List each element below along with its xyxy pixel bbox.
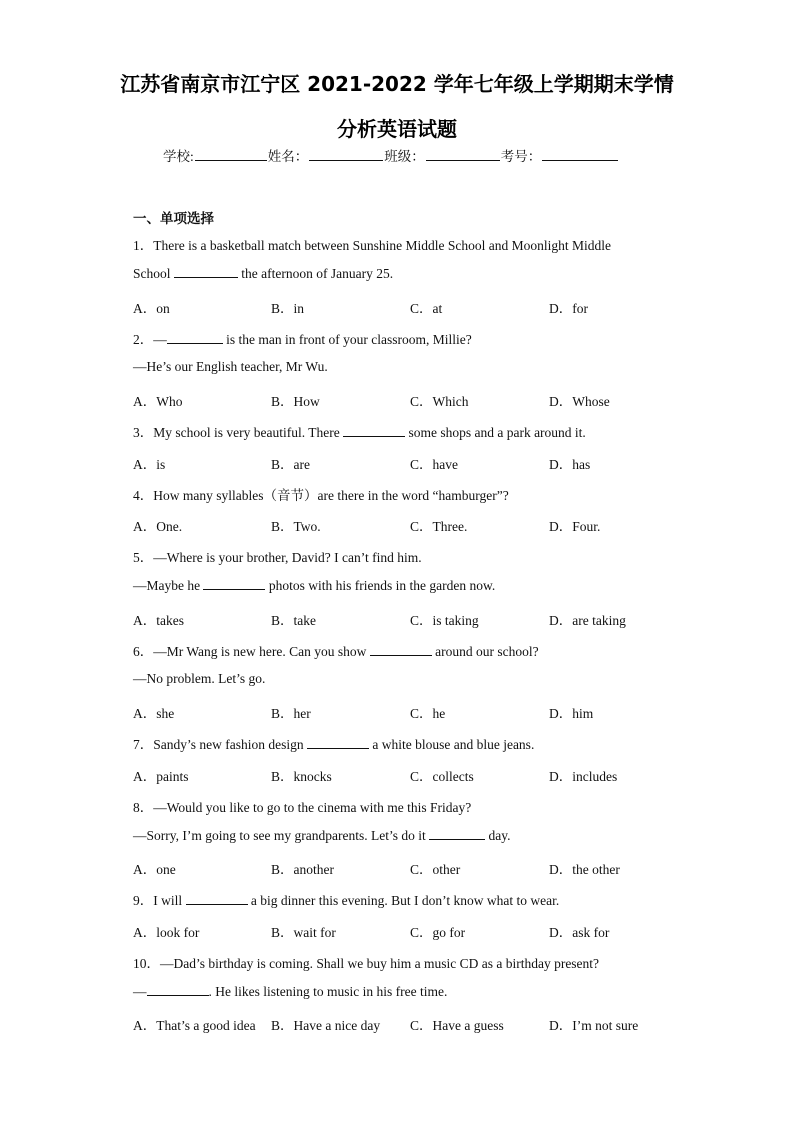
question-2-options <box>133 390 673 408</box>
section-heading: 一、单项选择 <box>133 211 214 227</box>
question-5-options <box>133 609 673 627</box>
answer-blank[interactable] <box>147 983 209 996</box>
answer-blank[interactable] <box>370 643 432 656</box>
school-blank[interactable] <box>195 148 267 161</box>
question-3-options <box>133 453 673 471</box>
option-d[interactable]: D．Whose <box>549 394 610 409</box>
option-a[interactable]: A．That’s a good idea <box>133 1018 256 1033</box>
name-label: 姓名： <box>267 149 309 164</box>
answer-blank[interactable] <box>174 265 238 278</box>
option-a[interactable]: A．takes <box>133 613 184 628</box>
option-c[interactable]: C．go for <box>410 925 466 940</box>
option-a[interactable]: A．look for <box>133 925 200 940</box>
option-a[interactable]: A．Who <box>133 394 183 409</box>
option-c[interactable]: C．other <box>410 862 461 877</box>
option-d[interactable]: D．ask for <box>549 925 610 940</box>
question-10-line-2: — . He likes listening to music in his free time. <box>133 984 448 999</box>
option-a[interactable]: A．one <box>133 862 176 877</box>
option-c[interactable]: C．Three. <box>410 519 468 534</box>
option-c[interactable]: C．at <box>410 301 443 316</box>
question-5-line-2: —Maybe he photos with his friends in the garden now. <box>133 578 496 593</box>
option-b[interactable]: B．wait for <box>271 925 336 940</box>
question-9-options <box>133 921 673 939</box>
option-b[interactable]: B．in <box>271 301 305 316</box>
option-b[interactable]: B．knocks <box>271 769 332 784</box>
question-3-line-1: 3．My school is very beautiful. There some shops and a park around it. <box>133 425 586 440</box>
option-d[interactable]: D．Four. <box>549 519 601 534</box>
question-6-options <box>133 702 673 720</box>
answer-blank[interactable] <box>186 892 248 905</box>
option-c[interactable]: C．he <box>410 706 446 721</box>
question-8-line-1: 8．—Would you like to go to the cinema with me this Friday? <box>133 800 472 815</box>
question-2-line-1: 2．— is the man in front of your classroom, Millie? <box>133 332 472 347</box>
option-d[interactable]: D．him <box>549 706 594 721</box>
question-5-line-1: 5．—Where is your brother, David? I can’t find him. <box>133 550 422 565</box>
number-label: 考号： <box>500 149 542 164</box>
option-b[interactable]: B．Two. <box>271 519 321 534</box>
answer-blank[interactable] <box>203 577 265 590</box>
option-d[interactable]: D．the other <box>549 862 620 877</box>
option-c[interactable]: C．collects <box>410 769 474 784</box>
student-info-row <box>163 145 619 165</box>
option-a[interactable]: A．she <box>133 706 175 721</box>
option-a[interactable]: A．paints <box>133 769 189 784</box>
question-6-line-2: —No problem. Let’s go. <box>133 671 266 686</box>
question-10-line-1: 10．—Dad’s birthday is coming. Shall we buy him a music CD as a birthday present? <box>133 956 600 971</box>
document-title-line2: 分析英语试题 <box>337 117 457 141</box>
option-b[interactable]: B．Have a nice day <box>271 1018 381 1033</box>
option-b[interactable]: B．take <box>271 613 316 628</box>
class-blank[interactable] <box>426 148 500 161</box>
question-1-options <box>133 297 673 315</box>
name-blank[interactable] <box>309 148 383 161</box>
number-blank[interactable] <box>542 148 618 161</box>
question-6-line-1: 6．—Mr Wang is new here. Can you show around our school? <box>133 644 539 659</box>
option-d[interactable]: D．has <box>549 457 591 472</box>
school-label: 学校: <box>163 149 194 164</box>
option-b[interactable]: B．her <box>271 706 311 721</box>
answer-blank[interactable] <box>307 736 369 749</box>
answer-blank[interactable] <box>343 424 405 437</box>
question-10-options <box>133 1014 673 1032</box>
option-d[interactable]: D．for <box>549 301 588 316</box>
option-a[interactable]: A．on <box>133 301 170 316</box>
option-c[interactable]: C．have <box>410 457 458 472</box>
question-4-options <box>133 515 673 533</box>
question-4-line-1: 4．How many syllables（音节）are there in the word “hamburger”? <box>133 488 509 503</box>
question-7-options <box>133 765 673 783</box>
document-title: 江苏省南京市江宁区 2021-2022 学年七年级上学期期末学情 <box>120 72 674 96</box>
option-d[interactable]: D．includes <box>549 769 618 784</box>
question-1-line-2: School the afternoon of January 25. <box>133 266 394 281</box>
option-b[interactable]: B．are <box>271 457 310 472</box>
question-8-line-2: —Sorry, I’m going to see my grandparents. Let’s do it day. <box>133 828 511 843</box>
option-d[interactable]: D．I’m not sure <box>549 1018 639 1033</box>
option-b[interactable]: B．another <box>271 862 334 877</box>
option-a[interactable]: A．One. <box>133 519 183 534</box>
question-9-line-1: 9．I will a big dinner this evening. But I don’t know what to wear. <box>133 893 560 908</box>
question-8-options <box>133 858 673 876</box>
question-7-line-1: 7．Sandy’s new fashion design a white blouse and blue jeans. <box>133 737 535 752</box>
question-1-line-1: 1．There is a basketball match between Sunshine Middle School and Moonlight Middle <box>133 238 612 253</box>
class-label: 班级： <box>384 149 425 164</box>
option-b[interactable]: B．How <box>271 394 320 409</box>
answer-blank[interactable] <box>167 331 223 344</box>
question-2-line-2: —He’s our English teacher, Mr Wu. <box>133 359 328 374</box>
option-c[interactable]: C．is taking <box>410 613 479 628</box>
option-c[interactable]: C．Which <box>410 394 469 409</box>
option-d[interactable]: D．are taking <box>549 613 626 628</box>
option-a[interactable]: A．is <box>133 457 166 472</box>
option-c[interactable]: C．Have a guess <box>410 1018 504 1033</box>
answer-blank[interactable] <box>429 827 485 840</box>
